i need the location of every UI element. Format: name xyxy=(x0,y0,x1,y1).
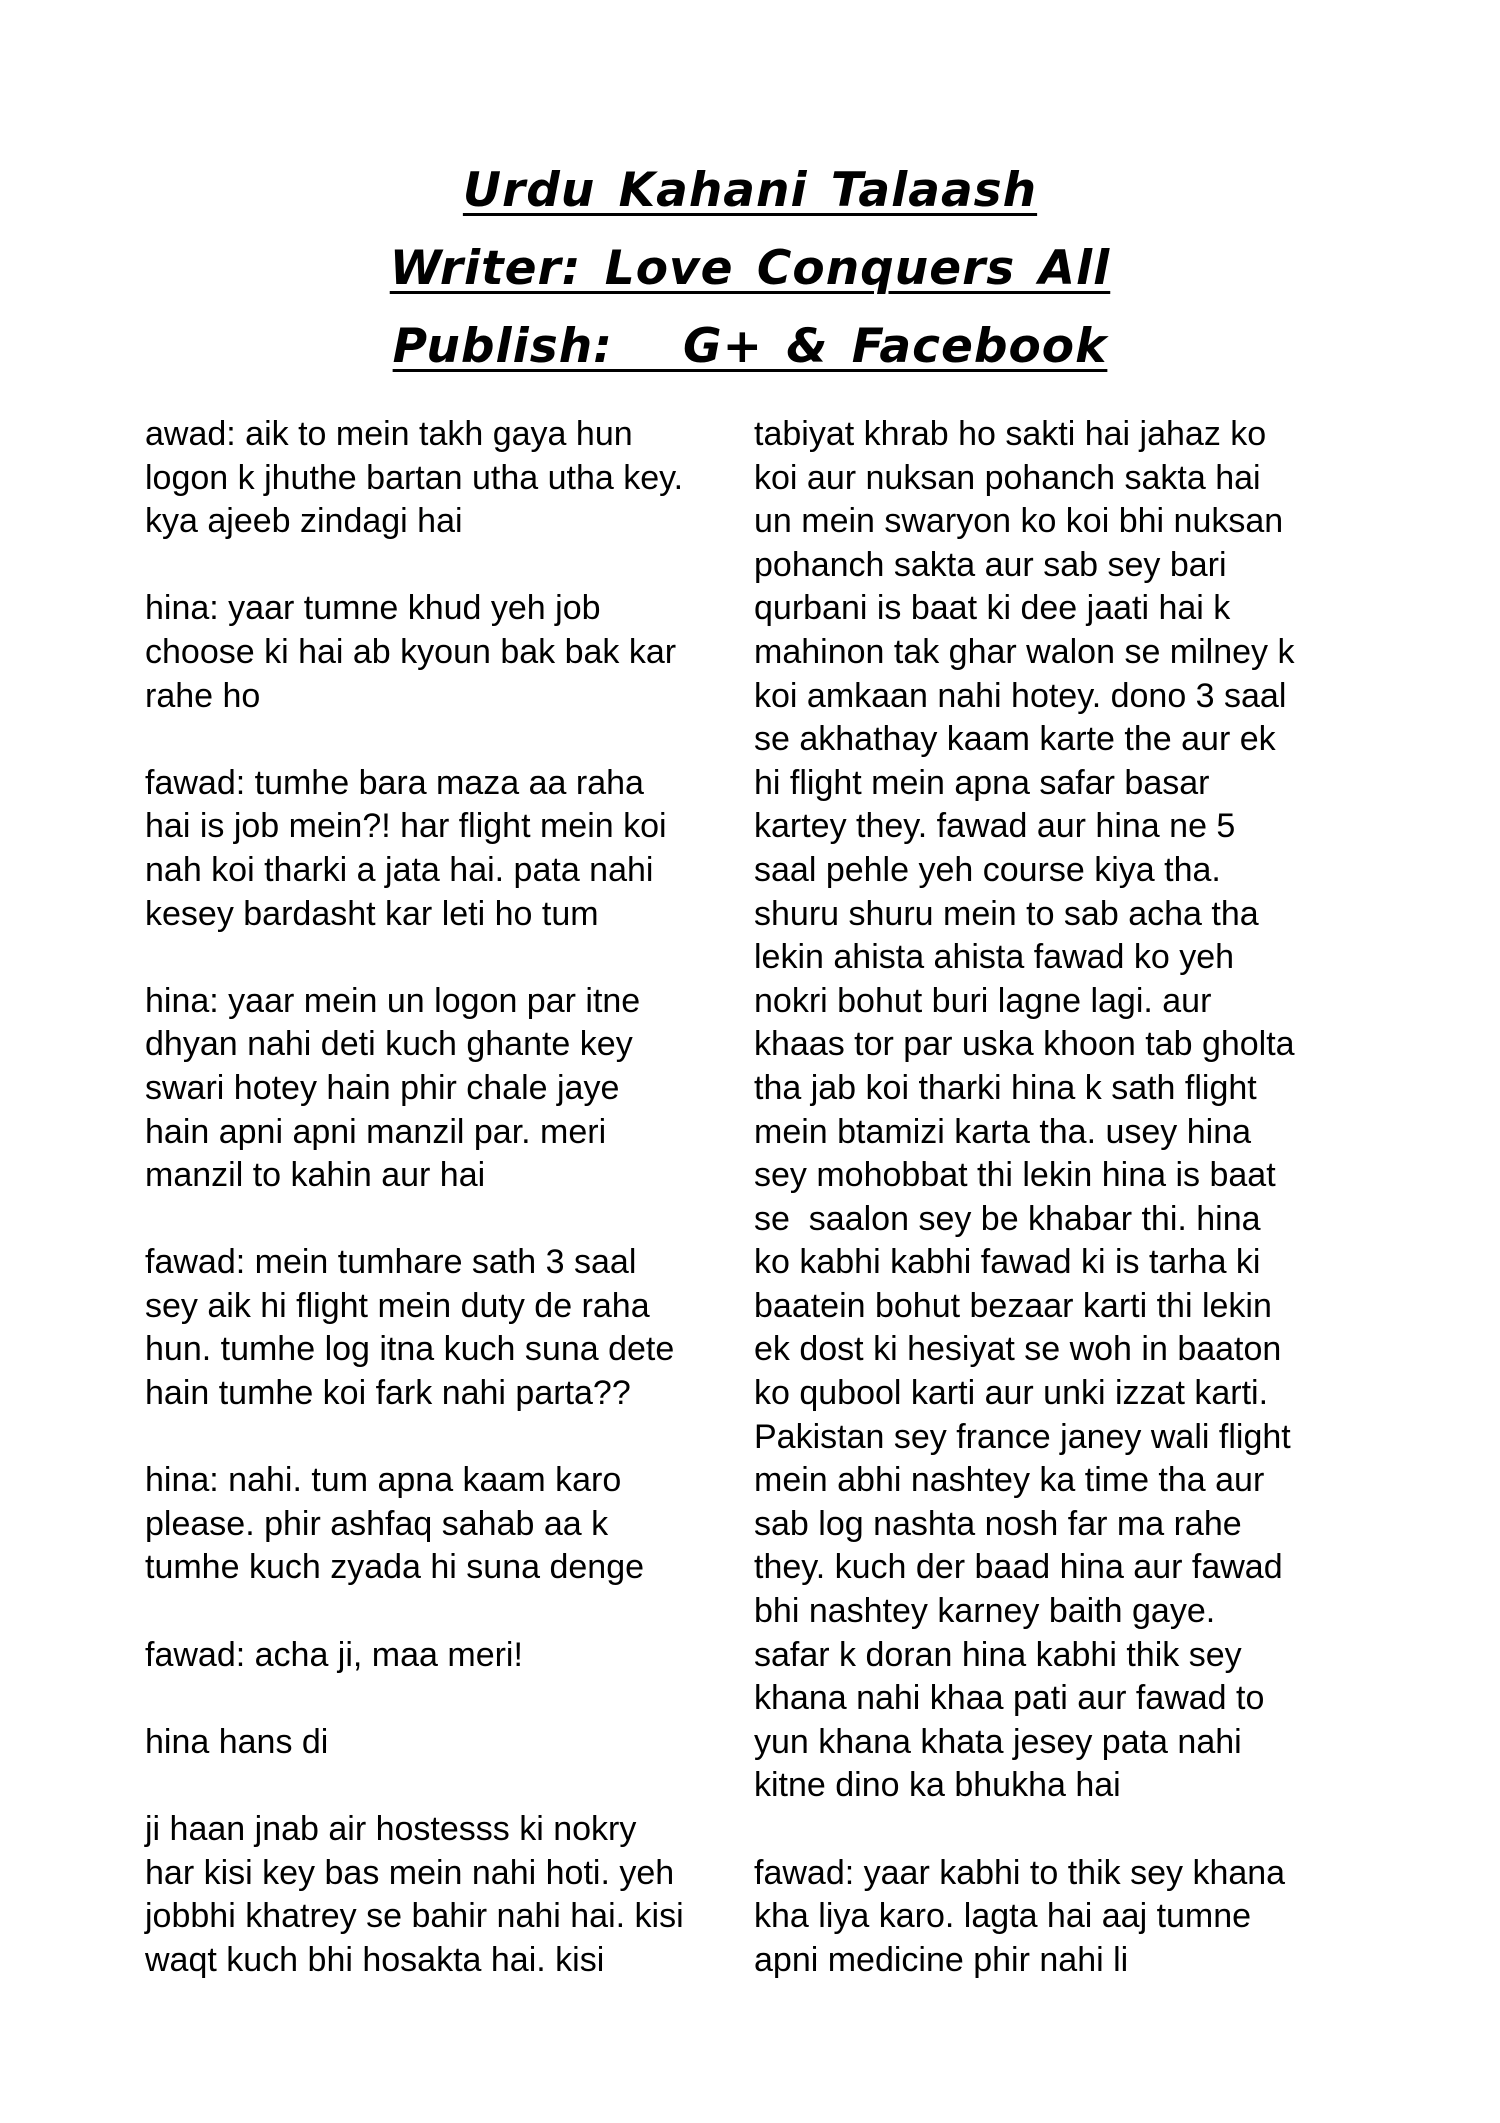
left-column-paragraph-gap xyxy=(145,544,745,588)
publish-info: Publish: G+ & Facebook xyxy=(392,319,1108,374)
left-column-text-line: jobbhi khatrey se bahir nahi hai. kisi xyxy=(145,1897,684,1936)
right-column-text-line: Pakistan sey france janey wali flight xyxy=(754,1417,1291,1456)
right-column-text-line: kitne dino ka bhukha hai xyxy=(754,1766,1121,1805)
left-column-text-line: logon k jhuthe bartan utha utha key. xyxy=(145,458,684,497)
left-column-text-line: choose ki hai ab kyoun bak bak kar xyxy=(145,632,677,671)
left-column-text-line: hina: nahi. tum apna kaam karo xyxy=(145,1461,622,1500)
right-column-text-line: khana nahi khaa pati aur fawad to xyxy=(754,1679,1265,1718)
left-column-text-line: hai is job mein?! har flight mein koi xyxy=(145,807,667,846)
left-text-column xyxy=(145,413,745,1982)
right-column-text-line: fawad: yaar kabhi to thik sey khana xyxy=(754,1853,1286,1892)
right-column-text-line: shuru shuru mein to sab acha tha xyxy=(754,894,1259,933)
left-column-paragraph-gap xyxy=(145,1416,745,1460)
right-column-text-line: kha liya karo. lagta hai aaj tumne xyxy=(754,1897,1252,1936)
left-column-text-line: waqt kuch bhi hosakta hai. kisi xyxy=(145,1940,605,1979)
right-column-paragraph-gap xyxy=(754,1808,1374,1852)
left-column-paragraph-gap xyxy=(145,1590,745,1634)
right-column-text-line: hi flight mein apna safar basar xyxy=(754,763,1210,802)
right-column-text-line: se akhathay kaam karte the aur ek xyxy=(754,720,1276,759)
left-column-text-line: manzil to kahin aur hai xyxy=(145,1156,486,1195)
left-column-text-line: dhyan nahi deti kuch ghante key xyxy=(145,1025,633,1064)
left-column-text-line: sey aik hi flight mein duty de raha xyxy=(145,1286,650,1325)
story-header xyxy=(0,152,1500,386)
right-column-text-line: tha jab koi tharki hina k sath flight xyxy=(754,1068,1257,1107)
writer-credit: Writer: Love Conquers All xyxy=(389,241,1111,296)
left-column-paragraph-gap xyxy=(145,718,745,762)
right-column-text-line: yun khana khata jesey pata nahi xyxy=(754,1722,1242,1761)
right-column-text-line: tabiyat khrab ho sakti hai jahaz ko xyxy=(754,415,1267,453)
right-column-text-line: baatein bohut bezaar karti thi lekin xyxy=(754,1286,1272,1325)
right-column-text-line: sab log nashta nosh far ma rahe xyxy=(754,1504,1242,1543)
right-column-text-line: koi amkaan nahi hotey. dono 3 saal xyxy=(754,676,1287,715)
right-column-text-line: saal pehle yeh course kiya tha. xyxy=(754,850,1221,889)
left-column-text-line: hina: yaar tumne khud yeh job xyxy=(145,589,601,628)
left-column-text-line: kesey bardasht kar leti ho tum xyxy=(145,894,599,933)
right-column-text-line: qurbani is baat ki dee jaati hai k xyxy=(754,589,1231,628)
left-column-text-line: har kisi key bas mein nahi hoti. yeh xyxy=(145,1853,675,1892)
right-column-text-line: khaas tor par uska khoon tab gholta xyxy=(754,1025,1295,1064)
right-column-text-line: mein btamizi karta tha. usey hina xyxy=(754,1112,1252,1151)
left-column-text-line: hina hans di xyxy=(145,1722,329,1761)
left-column-text-line: please. phir ashfaq sahab aa k xyxy=(145,1504,609,1543)
right-column-text-line: koi aur nuksan pohanch sakta hai xyxy=(754,458,1261,497)
right-column-text-line: kartey they. fawad aur hina ne 5 xyxy=(754,807,1236,846)
right-column-text-line: bhi nashtey karney baith gaye. xyxy=(754,1592,1216,1631)
left-column-text-line: hun. tumhe log itna kuch suna dete xyxy=(145,1330,675,1369)
right-column-text-line: ko qubool karti aur unki izzat karti. xyxy=(754,1374,1269,1413)
left-column-text-line: ji haan jnab air hostesss ki nokry xyxy=(145,1810,637,1848)
right-column-text-line: they. kuch der baad hina aur fawad xyxy=(754,1548,1283,1587)
left-column-text-line: hina: yaar mein un logon par itne xyxy=(145,981,641,1020)
left-column-text-line: awad: aik to mein takh gaya hun xyxy=(145,415,633,453)
left-column-text-line: fawad: mein tumhare sath 3 saal xyxy=(145,1243,637,1282)
right-column-text-line: ko kabhi kabhi fawad ki is tarha ki xyxy=(754,1243,1261,1282)
left-column-text-line: hain tumhe koi fark nahi parta?? xyxy=(145,1374,631,1413)
left-column-paragraph-gap xyxy=(145,1198,745,1242)
right-column-text-line: ek dost ki hesiyat se woh in baaton xyxy=(754,1330,1282,1369)
right-column-text-line: safar k doran hina kabhi thik sey xyxy=(754,1635,1242,1674)
right-column-text-line: se saalon sey be khabar thi. hina xyxy=(754,1199,1261,1238)
left-column-text-line: fawad: tumhe bara maza aa raha xyxy=(145,763,644,802)
right-column-text-line: mein abhi nashtey ka time tha aur xyxy=(754,1461,1265,1500)
left-column-paragraph-gap xyxy=(145,936,745,980)
left-column-text-line: fawad: acha ji, maa meri! xyxy=(145,1635,523,1674)
right-column-text-line: un mein swaryon ko koi bhi nuksan xyxy=(754,502,1284,541)
story-title: Urdu Kahani Talaash xyxy=(462,163,1038,218)
left-column-text-line: kya ajeeb zindagi hai xyxy=(145,502,463,541)
left-column-text-line: rahe ho xyxy=(145,676,261,715)
right-text-column xyxy=(754,413,1374,1982)
left-column-text-line: nah koi tharki a jata hai. pata nahi xyxy=(145,850,654,889)
left-column-text-line: tumhe kuch zyada hi suna denge xyxy=(145,1548,645,1587)
right-column-text-line: lekin ahista ahista fawad ko yeh xyxy=(754,938,1235,977)
left-column-paragraph-gap xyxy=(145,1764,745,1808)
right-column-text-line: nokri bohut buri lagne lagi. aur xyxy=(754,981,1212,1020)
left-column-text-line: hain apni apni manzil par. meri xyxy=(145,1112,607,1151)
right-column-text-line: mahinon tak ghar walon se milney k xyxy=(754,632,1295,671)
right-column-text-line: apni medicine phir nahi li xyxy=(754,1940,1129,1979)
left-column-text-line: swari hotey hain phir chale jaye xyxy=(145,1068,620,1107)
right-column-text-line: sey mohobbat thi lekin hina is baat xyxy=(754,1156,1276,1195)
left-column-paragraph-gap xyxy=(145,1677,745,1721)
right-column-text-line: pohanch sakta aur sab sey bari xyxy=(754,545,1227,584)
